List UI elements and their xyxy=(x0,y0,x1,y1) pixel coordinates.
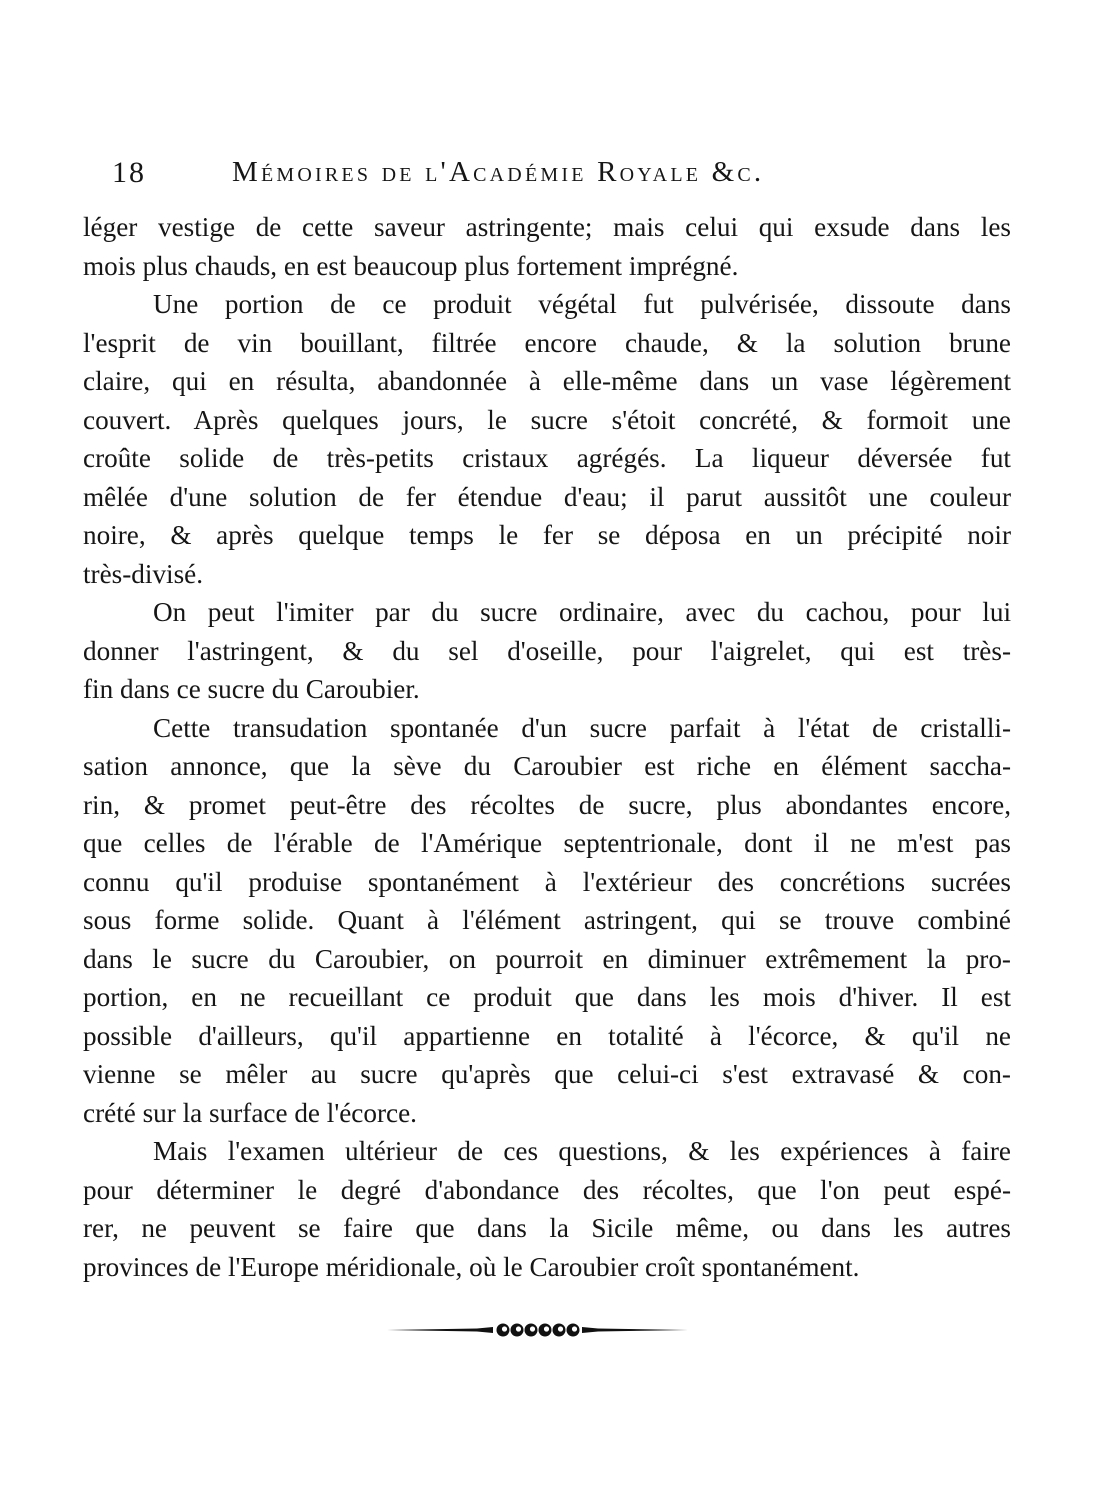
text-line: que celles de l'érable de l'Amérique septentrionale, dont il ne m'est pas xyxy=(83,828,1011,858)
text-line: Une portion de ce produit végétal fut pulvérisée, dissoute dans xyxy=(153,289,1011,319)
running-title: Mémoires de l'Académie Royale &c. xyxy=(232,156,765,188)
paragraph xyxy=(83,709,1011,1133)
text-line: couvert. Après quelques jours, le sucre s'étoit concrété, & formoit une xyxy=(83,404,1011,435)
ornament-beads xyxy=(497,1324,580,1337)
text-line: noire, & après quelque temps le fer se déposa en un précipité noir xyxy=(83,520,1011,550)
running-header xyxy=(112,152,892,196)
text-line: claire, qui en résulta, abandonnée à elle-même dans un vase légèrement xyxy=(83,366,1011,396)
text-line: pour déterminer le degré d'abondance des récoltes, que l'on peut espé- xyxy=(83,1174,1011,1205)
text-line: léger vestige de cette saveur astringente; mais celui qui exsude dans les xyxy=(83,212,1011,242)
text-line: donner l'astringent, & du sel d'oseille, pour l'aigrelet, qui est très- xyxy=(83,635,1011,666)
text-line: vienne se mêler au sucre qu'après que celui-ci s'est extravasé & con- xyxy=(83,1059,1011,1089)
page-number: 18 xyxy=(112,156,146,189)
text-line: mêlée d'une solution de fer étendue d'eau; il parut aussitôt une couleur xyxy=(83,481,1011,512)
text-line: On peut l'imiter par du sucre ordinaire, avec du cachou, pour lui xyxy=(153,597,1011,627)
text-line: dans le sucre du Caroubier, on pourroit en diminuer extrêmement la pro- xyxy=(83,943,1011,974)
text-line: fin dans ce sucre du Caroubier. xyxy=(83,674,420,704)
paragraph xyxy=(83,1132,1011,1286)
text-line: provinces de l'Europe méridionale, où le Caroubier croît spontanément. xyxy=(83,1251,860,1282)
paragraph xyxy=(83,285,1011,593)
text-line: rer, ne peuvent se faire que dans la Sicile même, ou dans les autres xyxy=(83,1213,1011,1243)
body-text xyxy=(83,208,1011,1286)
text-line: croûte solide de très-petits cristaux agrégés. La liqueur déversée fut xyxy=(83,443,1011,473)
tailpiece-ornament xyxy=(385,1318,690,1342)
text-line: l'esprit de vin bouillant, filtrée encore chaude, & la solution brune xyxy=(83,327,1011,358)
ornament-left-rule xyxy=(387,1327,493,1333)
text-line: possible d'ailleurs, qu'il appartienne en totalité à l'écorce, & qu'il ne xyxy=(83,1020,1011,1051)
text-line: portion, en ne recueillant ce produit que dans les mois d'hiver. Il est xyxy=(83,982,1011,1012)
text-line: Mais l'examen ultérieur de ces questions, & les expériences à faire xyxy=(153,1136,1011,1166)
ornament-right-rule xyxy=(582,1327,688,1333)
text-line: sous forme solide. Quant à l'élément astringent, qui se trouve combiné xyxy=(83,905,1011,935)
text-line: rin, & promet peut-être des récoltes de sucre, plus abondantes encore, xyxy=(83,789,1011,820)
text-line: sation annonce, que la sève du Caroubier est riche en élément saccha- xyxy=(83,751,1011,781)
text-line: très-divisé. xyxy=(83,558,204,589)
text-line: mois plus chauds, en est beaucoup plus fortement imprégné. xyxy=(83,250,739,281)
text-line: connu qu'il produise spontanément à l'extérieur des concrétions sucrées xyxy=(83,866,1011,897)
text-line: crété sur la surface de l'écorce. xyxy=(83,1097,417,1128)
paragraph xyxy=(83,208,1011,285)
text-line: Cette transudation spontanée d'un sucre parfait à l'état de cristalli- xyxy=(153,712,1011,743)
paragraph xyxy=(83,593,1011,709)
